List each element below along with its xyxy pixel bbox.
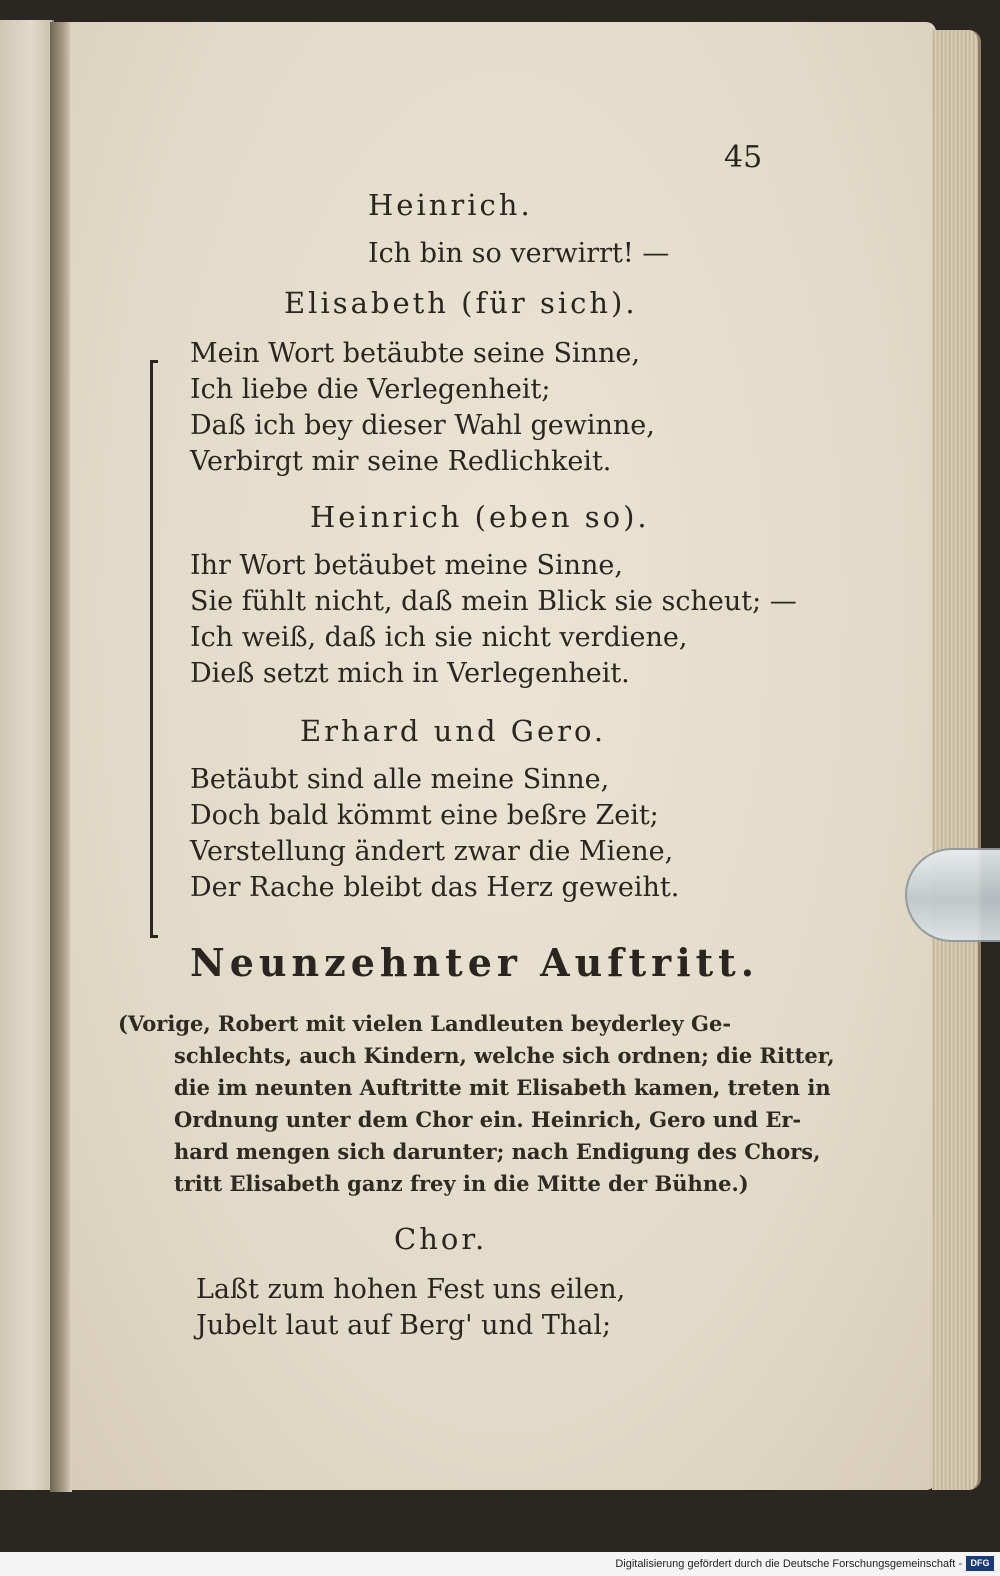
verse-line: Ich liebe die Verlegenheit;: [190, 374, 551, 405]
left-page-edge: [0, 20, 54, 1490]
verse-line: Ich weiß, daß ich sie nicht verdiene,: [190, 622, 688, 653]
stage-direction-line: hard mengen sich darunter; nach Endigung des Chors,: [174, 1139, 821, 1164]
verse-line: Daß ich bey dieser Wahl gewinne,: [190, 410, 655, 441]
stage-direction-line: tritt Elisabeth ganz frey in die Mitte der Bühne.): [174, 1171, 749, 1196]
verse-line: Verbirgt mir seine Redlichkeit.: [190, 446, 612, 477]
dfg-logo: DFG: [966, 1556, 994, 1571]
page-stack-edge: [932, 30, 981, 1490]
page-clip-tab: [905, 848, 1000, 942]
stage-direction-line: (Vorige, Robert mit vielen Landleuten beyderley Ge-: [118, 1011, 732, 1036]
verse-line: Betäubt sind alle meine Sinne,: [190, 764, 610, 795]
verse-line-heinrich: Ich bin so verwirrt! —: [368, 238, 670, 269]
stage-direction-line: Ordnung unter dem Chor ein. Heinrich, Gero und Er-: [174, 1107, 802, 1132]
book-gutter: [50, 22, 72, 1492]
stage-direction-line: die im neunten Auftritte mit Elisabeth kamen, treten in: [174, 1075, 831, 1100]
verse-line: Mein Wort betäubte seine Sinne,: [190, 338, 640, 369]
verse-line: Dieß setzt mich in Verlegenheit.: [190, 658, 630, 689]
digitization-credit: Digitalisierung gefördert durch die Deutsche Forschungsgemeinschaft -: [0, 1552, 1000, 1576]
stage-direction: [118, 1008, 835, 1200]
verse-line: Ihr Wort betäubet meine Sinne,: [190, 550, 623, 581]
verse-line: Jubelt laut auf Berg' und Thal;: [196, 1310, 612, 1341]
stage-direction-line: schlechts, auch Kindern, welche sich ordnen; die Ritter,: [174, 1043, 835, 1068]
verse-line: Doch bald kömmt eine beßre Zeit;: [190, 800, 659, 831]
verse-bracket: [150, 360, 163, 938]
verse-line: Laßt zum hohen Fest uns eilen,: [196, 1274, 626, 1305]
verse-block-chor: [196, 1272, 625, 1344]
verse-line: Sie fühlt nicht, daß mein Blick sie scheut; —: [190, 586, 797, 617]
verse-block-elisabeth: [190, 336, 655, 480]
verse-line: Der Rache bleibt das Herz geweiht.: [190, 872, 680, 903]
speaker-elisabeth: Elisabeth (für sich).: [284, 286, 638, 320]
speaker-erhard-und-gero: Erhard und Gero.: [300, 714, 607, 748]
verse-line: Verstellung ändert zwar die Miene,: [190, 836, 674, 867]
speaker-heinrich: Heinrich.: [368, 188, 533, 222]
speaker-chor: Chor.: [394, 1222, 488, 1256]
verse-block-heinrich: [190, 548, 797, 692]
page-number: 45: [724, 140, 763, 175]
speaker-heinrich-eben-so: Heinrich (eben so).: [310, 500, 650, 534]
verse-block-erhard-gero: [190, 762, 679, 906]
scene-title: Neunzehnter Auftritt.: [190, 940, 759, 985]
